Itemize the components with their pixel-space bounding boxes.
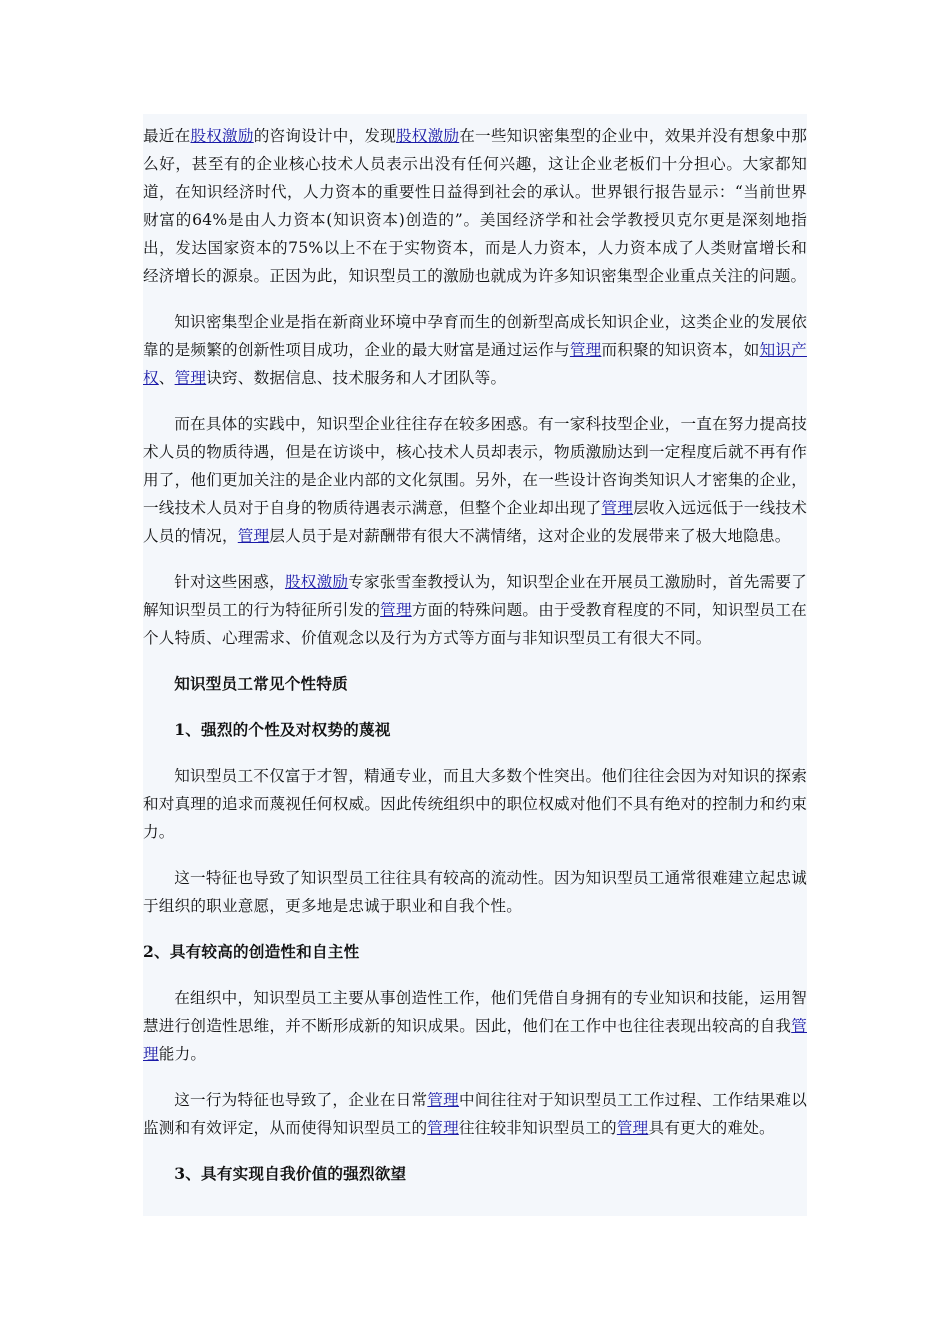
keyword-link[interactable]: 管理	[427, 1091, 459, 1109]
text-run: 这一行为特征也导致了，企业在日常	[174, 1091, 428, 1109]
text-run: 方面的特殊问题。由于受教育程度的不同，知识型员工在个人特质、心理需求、价值观念以及行为方式等方面与非知识型员工有很大不同。	[143, 601, 807, 647]
paragraph	[143, 984, 807, 1068]
text-run: 最近在	[143, 127, 191, 145]
text-run: 这一特征也导致了知识型员工往往具有较高的流动性。因为知识型员工通常很难建立起忠诚于组织的职业意愿，更多地是忠诚于职业和自我个性。	[143, 869, 807, 915]
paragraph	[143, 122, 807, 290]
section-heading	[143, 670, 807, 698]
paragraph	[143, 568, 807, 652]
text-run: 而在具体的实践中，知识型企业往往存在较多困惑。有一家科技型企业，一直在努力提高技术人员的物质待遇，但是在访谈中，核心技术人员却表示，物质激励达到一定程度后就不再有作用了，他们更加关注的是企业内部的文化氛围。另外，在一些设计咨询类知识人才密集的企业，一线技术人员对于自身的物质待遇表示满意，但整个企业却出现了	[143, 415, 807, 517]
paragraph	[143, 762, 807, 846]
keyword-link[interactable]: 管理	[143, 1017, 807, 1063]
text-run: 的咨询设计中，发现	[253, 127, 396, 145]
text-run: 2、具有较高的创造性和自主性	[143, 942, 360, 961]
text-run: 知识型员工不仅富于才智，精通专业，而且大多数个性突出。他们往往会因为对知识的探索和对真理的追求而蔑视任何权威。因此传统组织中的职位权威对他们不具有绝对的控制力和约束力。	[143, 767, 807, 841]
paragraph	[143, 308, 807, 392]
keyword-link[interactable]: 管理	[427, 1119, 459, 1137]
keyword-link[interactable]: 股权激励	[190, 127, 254, 145]
text-run: 专家张雪奎教授认为，知识型企业在开展员工激励时，首先需要了解知识型员工的行为特征所引发的	[143, 573, 807, 619]
keyword-link[interactable]: 管理	[380, 601, 412, 619]
text-run: 诀窍、数据信息、技术服务和人才团队等。	[206, 369, 507, 387]
keyword-link[interactable]: 管理	[616, 1119, 649, 1137]
text-run: 中间往往对于知识型员工工作过程、工作结果难以监测和有效评定，从而使得知识型员工的	[143, 1091, 808, 1137]
text-run: 、	[158, 369, 175, 387]
keyword-link[interactable]: 股权激励	[395, 127, 460, 145]
text-run: 具有更大的难处。	[648, 1119, 775, 1137]
keyword-link[interactable]: 管理	[174, 369, 207, 387]
keyword-link[interactable]: 管理	[601, 499, 634, 517]
keyword-link[interactable]: 知识产权	[143, 341, 807, 387]
paragraph	[143, 1086, 807, 1142]
text-run: 能力。	[158, 1045, 207, 1063]
text-run: 知识密集型企业是指在新商业环境中孕育而生的创新型高成长知识企业，这类企业的发展依靠的是频繁的创新性项目成功，企业的最大财富是通过运作与	[143, 313, 807, 359]
text-run: 而积聚的知识资本，如	[601, 341, 760, 359]
paragraph	[143, 410, 807, 550]
keyword-link[interactable]: 股权激励	[284, 573, 349, 591]
text-run: 往往较非知识型员工的	[458, 1119, 617, 1137]
section-heading	[143, 938, 807, 966]
section-heading	[143, 716, 807, 744]
text-run: 在一些知识密集型的企业中，效果并没有想象中那么好，甚至有的企业核心技术人员表示出没有任何兴趣，这让企业老板们十分担心。大家都知道，在知识经济时代，人力资本的重要性日益得到社会的承认。世界银行报告显示：“当前世界财富的64%是由人力资本(知识资本)创造的”。美国经济学和社会学教授贝克尔更是深刻地指出，发达国家资本的75%以上不在于实物资本，而是人力资本，人力资本成了人类财富增长和经济增长的源泉。正因为此，知识型员工的激励也就成为许多知识密集型企业重点关注的问题。	[143, 127, 807, 285]
article-body	[143, 114, 807, 1216]
text-run: 层人员于是对薪酬带有很大不满情绪，这对企业的发展带来了极大地隐患。	[269, 527, 791, 545]
keyword-link[interactable]: 管理	[237, 527, 270, 545]
text-run: 知识型员工常见个性特质	[174, 674, 348, 693]
text-run: 层收入远远低于一线技术人员的情况，	[143, 499, 807, 545]
section-heading	[143, 1160, 807, 1188]
paragraph	[143, 864, 807, 920]
text-run: 针对这些困惑，	[174, 573, 285, 591]
text-run: 在组织中，知识型员工主要从事创造性工作，他们凭借自身拥有的专业知识和技能，运用智慧进行创造性思维，并不断形成新的知识成果。因此，他们在工作中也往往表现出较高的自我	[143, 989, 807, 1035]
text-run: 1、强烈的个性及对权势的蔑视	[174, 720, 391, 739]
keyword-link[interactable]: 管理	[569, 341, 602, 359]
text-run: 3、具有实现自我价值的强烈欲望	[174, 1164, 407, 1183]
